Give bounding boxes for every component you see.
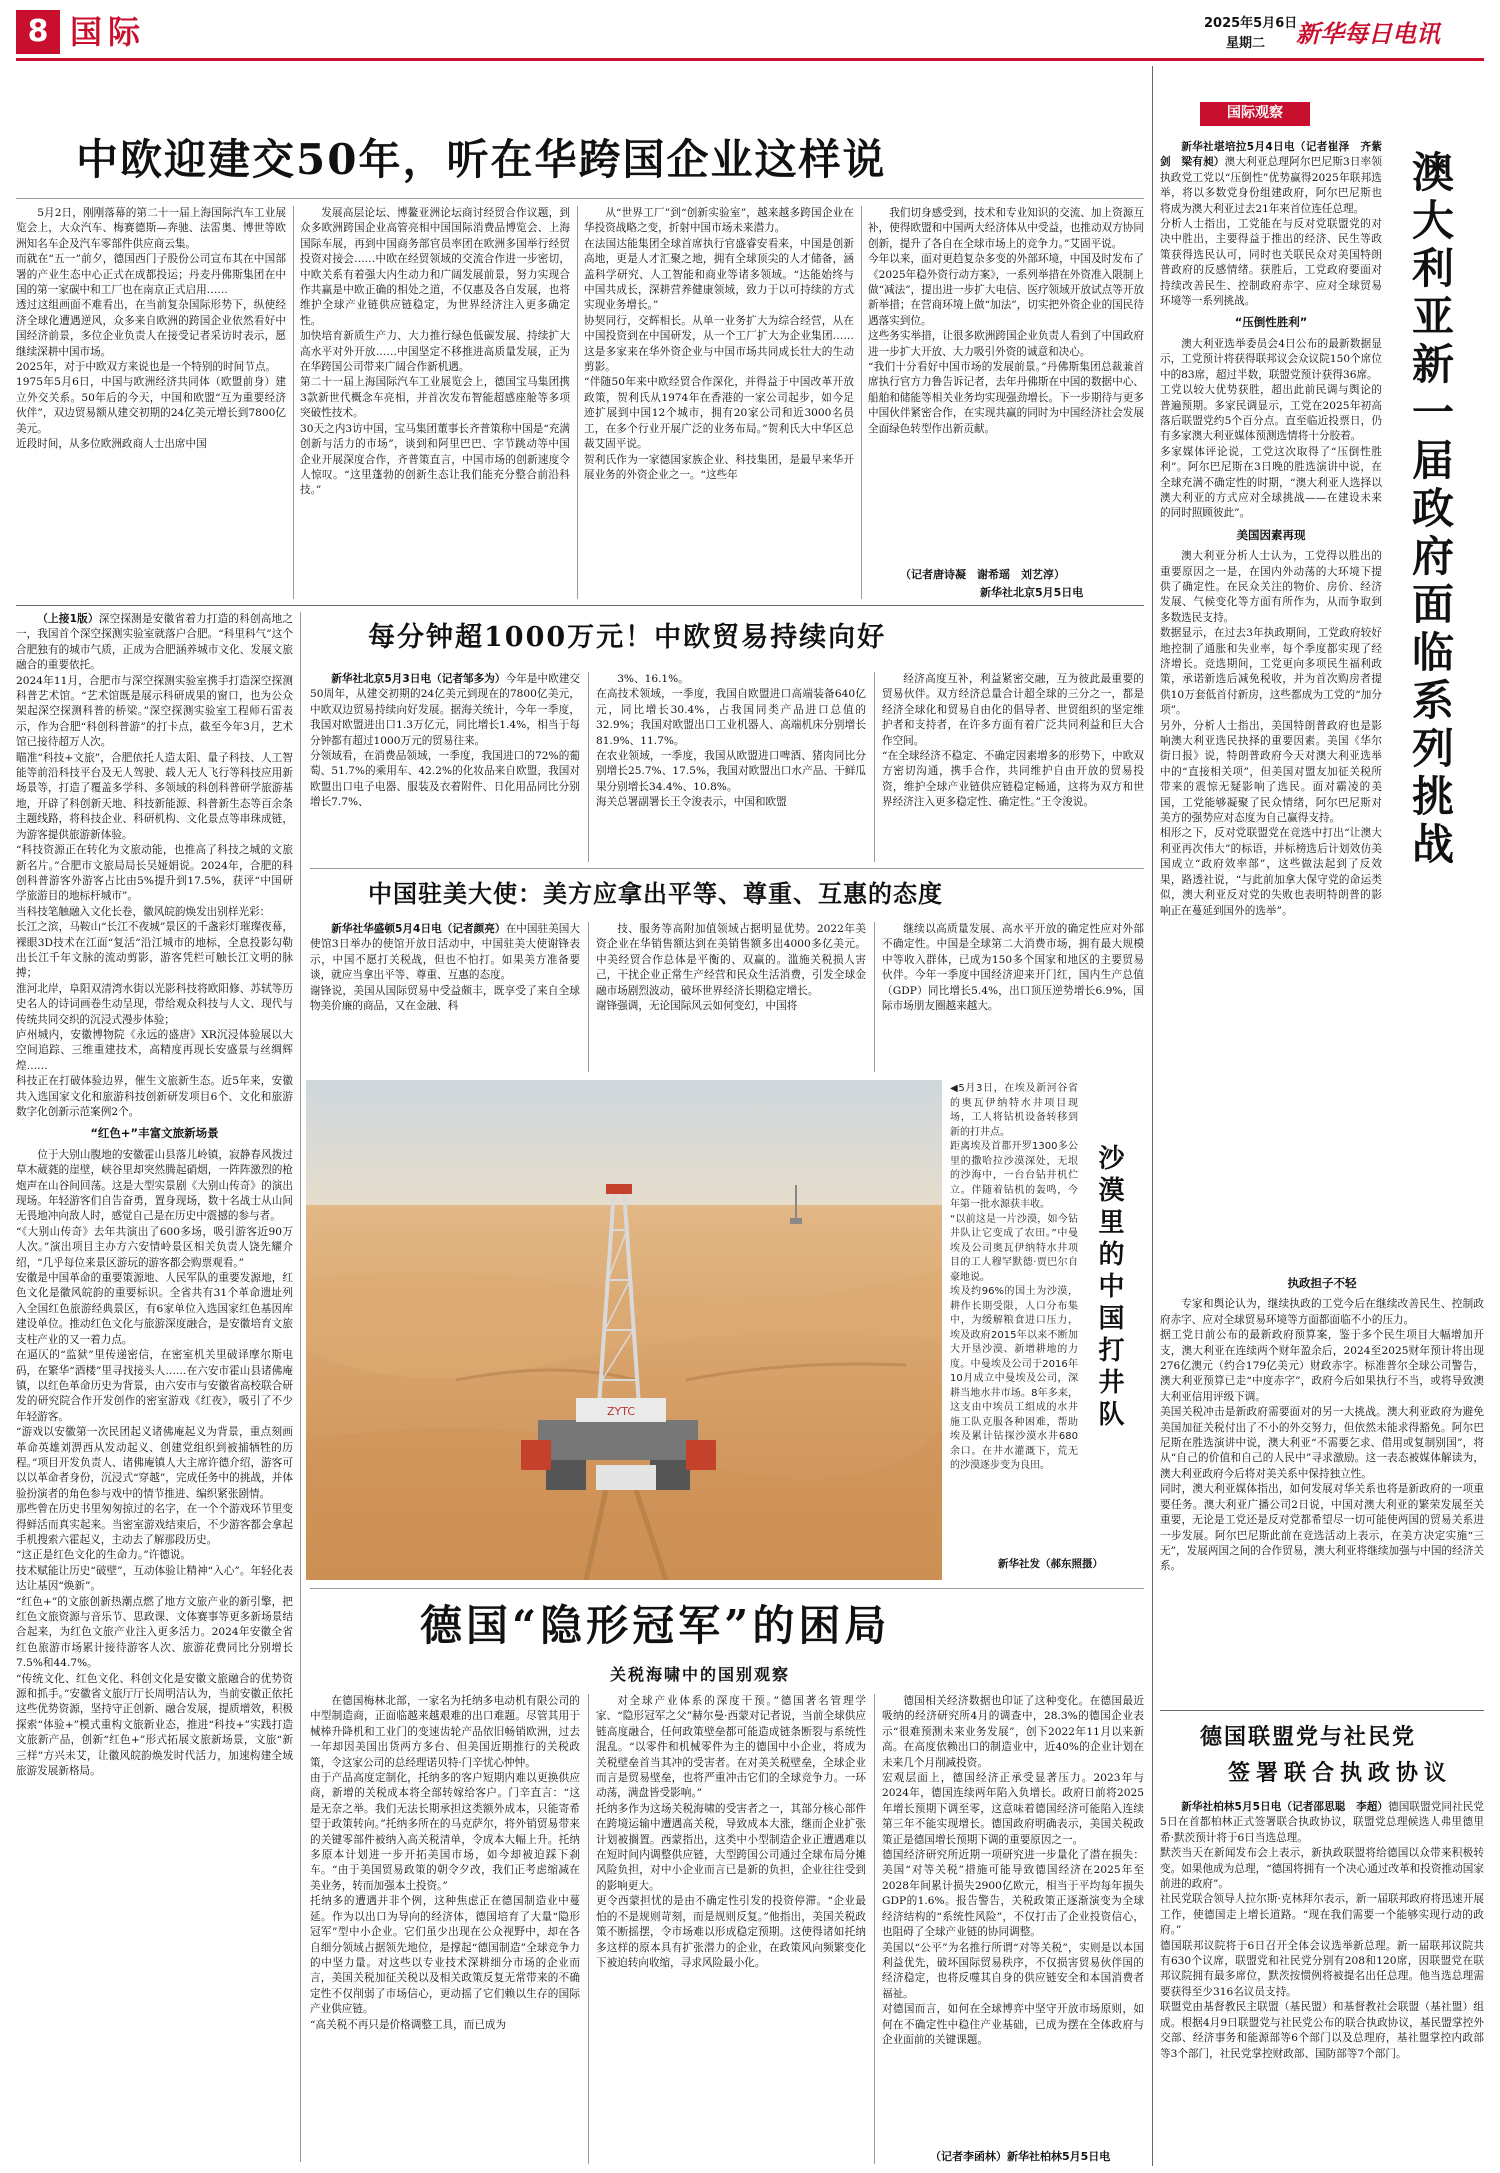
divider bbox=[874, 672, 875, 862]
lead-credit-agency: 新华社北京5月5日电 bbox=[980, 586, 1084, 599]
page-number: 8 bbox=[16, 10, 60, 54]
coalition-text-body: 德国联盟党同社民党5日在首都柏林正式签署联合执政协议，联盟党总理候选人弗里德里希·默茨预计将于6日当选总理。 默茨当天在新闻发布会上表示，新执政联盟将给德国以众带来积极转变。如果他成为总理，“德国将拥有一个决心通过改革和投资推动国家前进的政府”。 社民党联合领导人拉尔斯·克林拜尔表示，新一届联邦政府将迅速开展工作，使德国走上增长道路。“现在我们需要一个能够实现行动的政府。” 德国联邦议院将于6日召开全体会议选举新总理。新一届联邦议院共有630个议席，联盟党和社民党分别有208和120席，因联盟党在联邦议院拥有最多席位，默茨按惯例将被提名出任总理。他当选总理需要获得至少316名议员支持。 联盟党由基督教民主联盟（基民盟）和基督教社会联盟（基社盟）组成。根据4月9日联盟党与社民党公布的联合执政协议，基民盟掌控外交部、经济事务和能源部等6个部门以及总理府，基社盟掌控内政部等3个部门，社民党掌控财政部、国防部等7个部门。 bbox=[1160, 1801, 1484, 2060]
germany-col-2-text: 对全球产业体系的深度干预。”德国著名管理学家、“隐形冠军之父”赫尔曼·西蒙对记者说，当前全球供应链高度融合，任何政策壁垒都可能造成链条断裂与系统性混乱。“以零件和机械零件为主的德国中小企业，将成为关税壁垒首当其冲的受害者。在对美关税壁垒，全球企业而言是贸易壁垒，也将严重冲击它们的全球竞争力。一环动荡，满盘皆受影响。” 托纳多作为这场关税海啸的受害者之一，其部分核心部件在跨境运输中遭遇高关税，导致成本大涨，继而企业扩张计划被搁置。西蒙指出，这类中小型制造企业正遭遇难以在短时间内调整供应链，大型跨国公司通过全球布局分摊风险负担，对中小企业而言已是新的负担，企业往往受到的影响更大。 更令西蒙担忧的是由不确定性引发的投资停滞。“企业最怕的不是规则苛刻，而是规则反复。”他指出，美国关税政策不断摇摆，令市场难以形成稳定预期。这使得诸如托纳多这样的原本具有扩张潜力的企业，在政策风向频繁变化下被迫转向收缩，寻求风险最小化。 bbox=[596, 1695, 866, 1969]
divider bbox=[588, 672, 589, 862]
trade-col-2-text: 3%、16.1%。 在高技术领域，一季度，我国自欧盟进口高端装备640亿元，同比增长30.4%，占我国同类产品进口总值的32.9%；我国对欧盟出口工业机器人、高端机床分别增长81.9%、11.7%。 在农业领域，一季度，我国从欧盟进口啤酒、猪肉同比分别增长25.7%、17.5%，我国对欧盟出口水产品、干鲜瓜果分别增长34.4%、10.8%。 海关总署副署长王令浚表示，中国和欧盟 bbox=[596, 673, 866, 809]
australia-column-wide bbox=[1160, 1270, 1484, 1700]
trade-col-1-text bbox=[310, 672, 580, 811]
divider bbox=[588, 922, 589, 1072]
australia-vertical-title: 澳大利亚新一届政府面临系列挑战 bbox=[1406, 150, 1455, 870]
divider bbox=[1152, 66, 1153, 2166]
ambassador-col-2 bbox=[596, 922, 866, 1072]
ambassador-col-3-text: 继续以高质量发展、高水平开放的确定性应对外部不确定性。中国是全球第二大消费市场，拥有最大规模中等收入群体，已成为150多个国家和地区的主要贸易伙伴。今年一季度中国经济迎来开门红，国内生产总值（GDP）同比增长5.4%，出口顶压逆势增长6.9%，国际市场朋友圈越来越大。 bbox=[882, 923, 1144, 1013]
section-rule bbox=[310, 868, 1144, 869]
section-rule bbox=[16, 605, 1144, 606]
coalition-dateline: 新华社柏林5月5日电（记者邵思聪 李超） bbox=[1181, 1801, 1389, 1813]
germany-credit: （记者李函林）新华社柏林5月5日电 bbox=[930, 2150, 1111, 2163]
ambassador-col-3 bbox=[882, 922, 1144, 1072]
left-text-1-body: 深空探测是安徽省着力打造的科创高地之一，我国首个深空探测实验室就落户合肥。“科里科气”这个合肥独有的城市气质，正成为合肥涵养城市文化、发展文旅融合的重要依托。 2024年11月，合肥市与深空探测实验室携手打造深空探测科普艺术馆。“艺术馆既是展示科研成果的窗口，也为公众架起深空探测科普的桥梁。”深空探测实验室工程师石雷表示，作为合肥“科创科普游”的打卡点，截至今年3月，艺术馆已接待超万人次。 瞄准“科技+文旅”，合肥依托人造太阳、量子科技、人工智能等前沿科技平台及无人驾驶、载人无人飞行等科技应用新场景等，打造了覆盖多学科、多领域的科创科普研学旅游基地，开辟了科创新天地、科技新能源、科普新生态等百余条主题线路，将科技企业、科研机构、文化景点等串珠成链，为游客提供旅游新体验。 “科技资源正在转化为文旅动能，也推高了科技之城的文旅新名片。”合肥市文旅局局长吴娅娟说。2024年，合肥的科创科普游客外游客占比由5%提升到17.5%，获评“中国研学旅游目的地标杆城市”。 当科技笔触融入文化长卷，徽风皖韵焕发出别样光彩： 长江之滨，马鞍山“长江不夜城”景区的千盏彩灯璀璨夜幕，裸眼3D技术在江面“复活”沿江城市的地标，全息投影勾勒出长江千年文脉的流动剪影，游客凭栏可触长江文明的脉搏； 淮河北岸，阜阳双清湾水街以光影科技将欧阳修、苏轼等历史名人的诗词画卷生动呈现，带给观众科技与人文、现代与传统共同交织的沉浸式漫步体验； 庐州城内，安徽博物院《永远的盛唐》XR沉浸体验展以大空间追踪、三维重建技术，高精度再现长安盛景与丝绸辉煌…… 科技正在打破体验边界，催生文旅新生态。近5年来，安徽共入选国家文化和旅游科技创新研发项目6个、文化和旅游数字化创新示范案例2个。 bbox=[16, 613, 293, 1118]
section-title: 国际 bbox=[70, 13, 147, 51]
australia-subhead-2: 美国因素再现 bbox=[1236, 527, 1306, 542]
australia-dateline: 新华社堪培拉5月4日电（记者崔泽 齐紫剑 梁有昶） bbox=[1160, 141, 1382, 169]
trade-dateline: 新华社北京5月3日电（记者邹多为） bbox=[331, 673, 506, 685]
coalition-text bbox=[1160, 1800, 1484, 2062]
germany-col-2 bbox=[596, 1694, 866, 2164]
trade-col-2 bbox=[596, 672, 866, 862]
left-column bbox=[16, 612, 293, 2162]
germany-subtitle: 关税海啸中的国别观察 bbox=[610, 1665, 791, 1684]
issue-date: 2025年5月6日 bbox=[1204, 16, 1298, 31]
australia-subhead-1: “压倒性胜利” bbox=[1234, 315, 1308, 330]
lead-col-3 bbox=[584, 206, 854, 599]
trade-headline: 每分钟超1000万元！中欧贸易持续向好 bbox=[368, 622, 887, 653]
ambassador-headline: 中国驻美大使：美方应拿出平等、尊重、互惠的态度 bbox=[368, 879, 943, 908]
photo-illustration bbox=[306, 1080, 942, 1580]
ambassador-col-1 bbox=[310, 922, 580, 1072]
lead-rule bbox=[16, 198, 1144, 199]
rig-label: ZYTC bbox=[606, 1405, 636, 1418]
divider bbox=[577, 206, 578, 599]
australia-intro-body: 澳大利亚总理阿尔巴尼斯3日率领执政党工党以“压倒性”优势赢得2025年联邦选举，将以多数党身份组建政府，阿尔巴尼斯也将成为澳大利亚过去21年来首位连任总理。 分析人士指出，工党能在与反对党联盟党的对决中胜出，主要得益于推出的经济、民生等政策获得选民认可，同时也关联民众对美国特朗普政府的反感情绪。获胜后，工党政府要面对持续改善民生、控制政府赤字、应对全球贸易环境等一系列挑战。 bbox=[1160, 156, 1382, 308]
left-text-2: 位于大别山腹地的安徽霍山县落儿岭镇，寂静春风拨过草木葳蕤的崖壁，峡谷里却突然腾起硝烟，一阵阵激烈的枪炮声在山谷间回荡。这是大型实景剧《大别山传奇》的演出现场。年轻游客们自告奋勇，置身现场，数十名战士从山间无畏地冲向敌人时，感觉自己是在历史中震撼的参与者。 “《大别山传奇》去年共演出了600多场，吸引游客近90万人次。”演出项目主办方六安情岭景区相关负责人饶先耀介绍，“几乎每位来景区游玩的游客都会购票观看。” 安徽是中国革命的重要策源地、人民军队的重要发源地，红色文化是徽风皖韵的重要标识。全省共有31个革命遗址列入全国红色旅游经典景区，有6家单位入选国家红色基因库建设单位。推动红色文化与旅游深度融合，是安徽培育文旅支柱产业的又一着力点。 在逼仄的“监狱”里传递密信，在密室机关里破译摩尔斯电码，在繁华“酒楼”里寻找接头人……在六安市霍山县诸佛庵镇，以红色革命历史为背景，由六安市与安徽省高校联合研发的研究院合作开发创作的密室游戏《红夜》，吸引了不少年轻游客。 “游戏以安徽第一次民团起义诸佛庵起义为背景，重点刻画革命英雄刘淠西从发动起义、创建党组织到被捕牺牲的历程。”项目开发负责人、诸佛庵镇人大主席许德介绍，游客可以以革命者身份，沉浸式“穿越”，完成任务中的挑战，并体验扮演者的角色参与戏中的情节推进、编织紧张剧情。 那些曾在历史书里匆匆掠过的名字，在一个个游戏环节里变得鲜活而真实起来。当密室游戏结束后，不少游客都会拿起手机搜索六霍起义，主动去了解那段历史。 “这正是红色文化的生命力。”许德说。 技术赋能让历史“破壁”，互动体验让精神“入心”。年轻化表达让基因“焕新”。 “红色+”的文旅创新热潮点燃了地方文旅产业的新引擎，把红色文旅资源与音乐节、思政课、文体赛事等更多新场景结合起来，为红色文旅产业注入更多活力。2024年安徽全省红色旅游市场累计接待游客人次、旅游花费同比分别增长7.5%和44.7%。 “传统文化、红色文化、科创文化是安徽文旅融合的优势资源和抓手。”安徽省文旅厅厅长周明洁认为，当前安徽正依托这些优势资源，坚持守正创新、融合发展，提质增效，积极探索“体验+”模式重构文旅新业态，推进“科技+”实践打造文旅新产品，创新“红色+”形式拓展文旅新场景，文旅“新三样”方兴未艾，让徽风皖韵焕发时代活力，加速构建全域旅游发展新格局。 bbox=[16, 1148, 293, 1778]
lead-col-4-text: 我们切身感受到，技术和专业知识的交流、加上资源互补，使得欧盟和中国两大经济体从中受益，也推动双方协同创新，提升了各自在全球市场上的竞争力。”艾固平说。 今年以来，面对更趋复杂多变的外部环境，中国及时发布了《2025年稳外资行动方案》，一系列举措在外资准入限制上做“减法”，提出进一步扩大电信、医疗领域开放试点等开放新举措；在营商环境上做“加法”，切实把外资企业的国民待遇落实到位。 这些务实举措，让很多欧洲跨国企业负责人看到了中国政府进一步扩大开放、大力吸引外资的诚意和决心。 “我们十分看好中国市场的发展前景。”丹佛斯集团总裁兼首席执行官方力鲁告诉记者，去年丹佛斯在中国的数据中心、船舶和储能等相关业务均实现强劲增长。下一步期待与更多中国伙伴紧密合作，在实现共赢的同时为中国经济社会发展全面绿色转型作出新贡献。 bbox=[868, 207, 1144, 435]
coalition-column bbox=[1160, 1800, 1484, 2165]
divider bbox=[293, 206, 294, 599]
australia-text-3: 专家和舆论认为，继续执政的工党今后在继续改善民生、控制政府赤字、应对全球贸易环境等方面都面临不小的压力。 据工党日前公布的最新政府预算案，鉴于多个民生项目大幅增加开支，澳大利亚在连续两个财年盈余后，2024至2025财年预计将出现276亿澳元（约合179亿美元）财政赤字。标准普尔全球公司警告，澳大利亚预算已走“中度赤字”，政府今后如果执行不当，或将导致澳大利亚信用评级下调。 美国关税冲击是新政府需要面对的另一大挑战。澳大利亚政府为避免美国加征关税付出了不小的外交努力，但依然未能求得豁免。阿尔巴尼斯在胜选演讲中说，澳大利亚“不需要乞求、借用或复制别国”，将从“自己的价值和自己的人民中”寻求激励。这一表态被媒体解读为，澳大利亚政府今后将对美关系中保持独立性。 同时，澳大利亚媒体指出，如何发展对华关系也将是新政府的一项重要任务。澳大利亚广播公司2日说，中国对澳大利亚的繁荣发展至关重要，无论是工党还是反对党都希望尽一切可能使两国的贸易关系进一步发展。阿尔巴尼斯此前在竞选活动上表示，在美方决定实施“三无”，发展两国之间的合作贸易，澳大利亚将继续加强与中国的经济关系。 bbox=[1160, 1298, 1484, 1573]
ambassador-dateline: 新华社华盛顿5月4日电（记者颜亮） bbox=[331, 923, 506, 935]
section-rule bbox=[1160, 1710, 1484, 1711]
divider bbox=[861, 206, 862, 599]
australia-text-1: 澳大利亚选举委员会4日公布的最新数据显示，工党预计将获得联邦议会众议院150个席位中的83席，超过半数，联盟党预计获得36席。 工党以较大优势获胜，超出此前民调与舆论的普遍预期。多家民调显示，工党在2025年初高落后联盟党约5个百分点。直至临近投票日，仍有多家澳大利亚媒体预测选情将十分胶着。 多家媒体评论说，工党这次取得了“压倒性胜利”。阿尔巴尼斯在3日晚的胜选演讲中说，在全球充满不确定性的时期，“澳大利亚人选择以澳大利亚的方式应对全球挑战——在建设未来的同时照顾彼此”。 bbox=[1160, 337, 1382, 520]
header-rule bbox=[16, 58, 1484, 61]
trade-col-3 bbox=[882, 672, 1144, 862]
lead-col-1-text: 5月2日，刚刚落幕的第二十一届上海国际汽车工业展览会上，大众汽车、梅赛德斯—奔驰、法雷奥、博世等欧洲知名车企及汽车零部件供应商云集。 而就在“五一”前夕，德国西门子股份公司宣布其在中国部署的产业生态中心正式在成都投运；丹麦丹佛斯集团在中国的第一家碳中和工厂也在南京正式启用…… 透过这组画面不难看出，在当前复杂国际形势下，纵使经济全球化遭遇逆风，众多来自欧洲的跨国企业依然看好中国经济前景，多位企业负责人在接受记者采访时表示，愿继续深耕中国市场。 2025年，对于中欧双方来说也是一个特别的时间节点。 1975年5月6日，中国与欧洲经济共同体（欧盟前身）建立外交关系。50年后的今天，中国和欧盟“互为重要经济伙伴”，双边贸易额从建交初期的24亿美元增长到7800亿美元。 近段时间，从多位欧洲政商人士出席中国 bbox=[16, 207, 286, 451]
section-rule bbox=[310, 1588, 1144, 1589]
ambassador-col-1-body: 在中国驻美国大使馆3日举办的使馆开放日活动中，中国驻美大使谢锋表示，中国不愿打关税战，但也不怕打。如果美方准备要谈，就应当拿出平等、尊重、互惠的态度。 谢锋说，美国从国际贸易中受益颇丰，既享受了来自全球物美价廉的商品，又在金融、科 bbox=[310, 923, 580, 1013]
left-lead-in: （上接1版） bbox=[37, 613, 99, 625]
germany-col-3 bbox=[882, 1694, 1144, 2146]
ambassador-col-2-text: 技、服务等高附加值领域占据明显优势。2022年美资企业在华销售额达到在美销售额多出4000多亿美元。中美经贸合作总体是平衡的、双赢的。滥施关税损人害己，干扰企业正常生产经营和民众生活消费，引发全球金融市场剧烈波动，破坏世界经济长期稳定增长。 谢锋强调，无论国际风云如何变幻，中国将 bbox=[596, 923, 866, 1013]
coalition-headline-1: 德国联盟党与社民党 bbox=[1200, 1724, 1417, 1750]
australia-intro bbox=[1160, 140, 1382, 309]
germany-col-1-text: 在德国梅林北部，一家名为托纳多电动机有限公司的中型制造商，正面临越来越艰难的出口难题。尽管其用于械棒升降机和工业门的变速齿轮产品依旧畅销欧洲，过去一年却因美国出货两方多台、但美国近期推行的关税政策，令这家公司的总经理诺贝特·门辛忧心忡忡。 由于产品高度定制化，托纳多的客户短期内难以更换供应商，新增的关税成本将全部转嫁给客户。门辛直言：“这是无奈之举。我们无法长期承担这类额外成本，只能寄希望于政策转向。”托纳多所在的马克萨尔，将外销贸易带来的关键零部件被纳入高关税清单，令成本大幅上升。托纳多原本计划进一步开拓美国市场，如今却被迫踩下刹车。“由于美国贸易政策的朝令夕改，我们正考虑缩减在美业务，转而加强本土投资。” 托纳多的遭遇并非个例，这种焦虑正在德国制造业中蔓延。作为以出口为导向的经济体，德国培育了大量“隐形冠军”型中小企业。它们虽少出现在公众视野中，却在各自细分领域占据领先地位，是撑起“德国制造”全球竞争力的中坚力量。对这些以专业技术深耕细分市场的企业而言，美国关税加征关税以及相关政策反复无常带来的不确定性不仅削弱了市场信心，更动摇了它们赖以生存的国际产业供应链。 “高关税不再只是价格调整工具，而已成为 bbox=[310, 1695, 580, 2031]
photo-credit: 新华社发（郝东照摄） bbox=[998, 1558, 1103, 1570]
photo-caption bbox=[950, 1082, 1078, 1552]
left-subhead: “红色+”丰富文旅新场景 bbox=[90, 1126, 219, 1141]
section-tag: 国际观察 bbox=[1200, 102, 1310, 126]
photo-vertical-title: 沙漠里的中国打井队 bbox=[1094, 1144, 1124, 1432]
left-text-1 bbox=[16, 612, 293, 1120]
lead-col-2-text: 发展高层论坛、博鳌亚洲论坛商讨经贸合作议题，到众多欧洲跨国企业高管亮相中国国际消费品博览会、上海国际车展，再到中国商务部官员率团在欧洲多国举行经贸投资对接会……中欧在经贸领域的交流合作进一步密切，中欧关系有着强大内生动力和广阔发展前景，努力实现合作共赢是中欧正确的相处之道，不仅惠及各自发展，也将维护全球产业链供应链稳定，为世界经济注入更多确定性。 加快培育新质生产力、大力推行绿色低碳发展、持续扩大高水平对外开放……中国坚定不移推进高质量发展，正为在华跨国公司带来广阔合作新机遇。 第二十一届上海国际汽车工业展览会上，德国宝马集团携3款新世代概念车亮相，并首次发布智能超感座舱等多项突破性技术。 30天之内3访中国，宝马集团董事长齐普策称中国是“充满创新与活力的市场”，谈到和阿里巴巴、字节跳动等中国企业开展深度合作，齐普策直言，中国市场的创新速度令人惊叹。“这里蓬勃的创新生态让我们能充分整合前沿科技。” bbox=[300, 207, 570, 497]
lead-col-1 bbox=[16, 206, 286, 599]
trade-col-1 bbox=[310, 672, 580, 862]
lead-headline: 中欧迎建交50年，听在华跨国企业这样说 bbox=[76, 135, 887, 184]
photo-caption-text: ◀5月3日，在埃及新河谷省的奥瓦伊纳特水井项目现场，工人将钻机设备转移到新的打井点。 距离埃及首都开罗1300多公里的撒哈拉沙漠深处，无垠的沙海中，一台台钻井机伫立。伴随着钻机的轰鸣，今年第一批水源获丰收。 “以前这是一片沙漠，如今钻井队让它变成了农田。”中曼埃及公司奥瓦伊纳特水井项目的工人穆罕默德·贾巴尔自豪地说。 埃及约96%的国土为沙漠，耕作长期受限，人口分布集中，为缓解粮食进口压力，埃及政府2015年以来不断加大开垦沙漠、新增耕地的力度。中曼埃及公司于2016年10月成立中曼埃及公司，深耕当地水井市场。8年多来，这支由中埃员工组成的水井施工队克服各种困难，帮助埃及累计钻探沙漠水井680余口。在井水灌溉下，荒无的沙漠逐步变为良田。 bbox=[950, 1083, 1078, 1471]
brand-logo: 新华每日电讯 bbox=[1296, 19, 1440, 48]
divider bbox=[874, 1694, 875, 2164]
coalition-headline-2: 签署联合执政协议 bbox=[1228, 1760, 1453, 1786]
divider bbox=[588, 1694, 589, 2164]
trade-col-1-body: 今年是中欧建交50周年，从建交初期的24亿美元到现在的7800亿美元，中欧双边贸易持续向好发展。据海关统计，今年一季度，我国对欧盟进出口1.3万亿元，同比增长1.4%，相当于每分钟都有超过1000万元的贸易往来。 分领域看，在消费品领域，一季度，我国进口的72%的葡萄、51.7%的乘用车、42.2%的化妆品来自欧盟，我国对欧盟出口电子电器、服装及衣着附件、日化用品同比分别增长7.7%、 bbox=[310, 673, 580, 809]
trade-col-3-text: 经济高度互补，利益紧密交融，互为彼此最重要的贸易伙伴。双方经济总量合计超全球的三分之一，都是经济全球化和贸易自由化的倡导者、世贸组织的坚定维护者和支持者，在许多方面有着广泛共同利益和巨大合作空间。 “在全球经济不稳定、不确定因素增多的形势下，中欧双方密切沟通，携手合作，共同维护自由开放的贸易投资，维护全球产业链供应链稳定畅通，这将为双方和世界经济注入更多稳定性、确定性。”王令浚说。 bbox=[882, 673, 1144, 809]
divider bbox=[300, 612, 301, 2162]
issue-weekday: 星期二 bbox=[1226, 36, 1266, 51]
australia-text-2: 澳大利亚分析人士认为，工党得以胜出的重要原因之一是，在国内外动荡的大环境下提供了确定性。在民众关注的物价、房价、经济发展、气候变化等方面有所作为，从而争取到多数选民支持。 数据显示，在过去3年执政期间，工党政府较好地控制了通胀和失业率，每个季度都实现了经济增长。竞选期间，工党更向多项民生福利政策，承诺新选后减免税收，并为首次购房者提供10万套低首付新房，这些都成为工党的“加分项”。 另外，分析人士指出，美国特朗普政府也是影响澳大利亚选民抉择的重要因素。美国《华尔街日报》说，特朗普政府今天对澳大利亚选举中的“直接相关项”，但美国对盟友加征关税所带来的震惊无疑影响了选民。面对霸凌的美国，工党能够凝聚了民众情绪，阿尔巴尼斯对美方的强势应对态度为自己赢得支持。 相形之下，反对党联盟党在竞选中打出“让澳大利亚再次伟大”的标语，并标榜选后计划效仿美国成立“政府效率部”，这些做法起到了反效果，路透社说，“与此前加拿大保守党的命运类似，澳大利亚反对党的失败也表明特朗普的影响正在蔓延到国外的选举”。 bbox=[1160, 550, 1382, 917]
germany-headline: 德国“隐形冠军”的困局 bbox=[420, 1601, 891, 1650]
divider bbox=[874, 922, 875, 1072]
germany-col-1 bbox=[310, 1694, 580, 2164]
australia-subhead-3: 执政担子不轻 bbox=[1287, 1276, 1357, 1290]
ambassador-col-1-text bbox=[310, 922, 580, 1014]
lead-col-4 bbox=[868, 206, 1144, 564]
desert-drilling-photo bbox=[306, 1080, 942, 1580]
lead-col-3-text: 从“世界工厂”到“创新实验室”，越来越多跨国企业在华投资战略之变，折射中国市场未来潜力。 在法国达能集团全球首席执行官盛睿安看来，中国是创新高地，更是人才汇聚之地，拥有全球顶尖的人才储备，涵盖科学研究、人工智能和商业等诸多领域。“达能始终与中国共成长，深耕营养健康领域，致力于以可持续的方式实现业务增长。” 协契同行，交辉相长。从单一业务扩大为综合经营，从在中国投资到在中国研发，从一个工厂扩大为企业集团……这是多家来在华外资企业与中国市场共同成长壮大的生动剪影。 “伴随50年来中欧经贸合作深化，并得益于中国改革开放政策，贺利氏从1974年在香港的一家公司起步，如今足迹扩展到中国12个城市，拥有20家公司和近3000名员工，在多个行业开展广泛的业务布局。”贺利氏大中华区总裁艾固平说。 贺利氏作为一家德国家族企业、科技集团，是最早来华开展业务的外资企业之一。“这些年 bbox=[584, 207, 854, 481]
lead-credit-names: （记者唐诗凝 谢希瑶 刘艺淳） bbox=[900, 568, 1065, 581]
germany-col-3-text: 德国相关经济数据也印证了这种变化。在德国最近吸纳的经济研究所4月的调查中，28.3%的德国企业表示“很难预测未来业务发展”，创下2022年11月以来新高。在高度依赖出口的制造业中，近40%的企业计划在未来几个月削减投资。 宏观层面上，德国经济正承受显著压力。2023年与2024年，德国连续两年陷入负增长。政府日前将2025年增长预期下调至零，这意味着德国经济可能陷入连续第三年不能实现增长。德国政府明确表示，美国关税政策正是德国增长预期下调的重要原因之一。 德国经济研究所近期一项研究进一步量化了潜在损失：美国“对等关税”措施可能导致德国经济在2025年至2028年间累计损失2900亿欧元，相当于平均每年损失GDP的1.6%。报告警告，关税政策正逐渐演变为全球经济结构的“系统性风险”，不仅打击了企业投资信心，也阻碍了全球产业链的协同调整。 美国以“公平”为名推行所谓“对等关税”，实则是以本国利益优先，破坏国际贸易秩序，不仅损害贸易伙伴国的经济稳定，也将反噬其自身的供应链安全和本国消费者福祉。 对德国而言，如何在全球博弈中坚守开放市场原则，如何在不确定性中稳住产业基础，已成为摆在全体政府与企业面前的关键课题。 bbox=[882, 1695, 1144, 2046]
lead-col-2 bbox=[300, 206, 570, 599]
